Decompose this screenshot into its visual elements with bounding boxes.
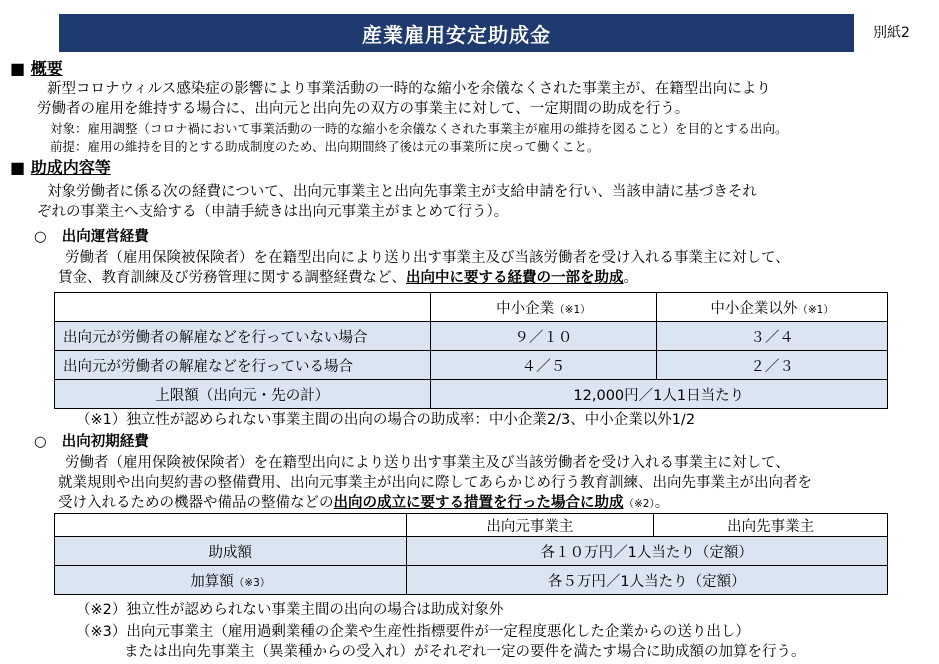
overview-target: 対象：雇用調整（コロナ禍において事業活動の一時的な縮小を余儀なくされた事業主が雇用の維持を図ること）を目的とする出向。 xyxy=(50,121,788,136)
table-header-blank xyxy=(55,514,407,537)
table-cell-sme: ４／５ xyxy=(430,351,657,380)
cap-label: 上限額（出向元・先の計） xyxy=(55,380,431,409)
initial-table-header xyxy=(55,514,888,537)
square-bullet-icon: ■ xyxy=(10,158,26,177)
table-header-destination: 出向先事業主 xyxy=(654,514,888,537)
cap-value: 12,000円／1人1日当たり xyxy=(430,380,887,409)
operating-line-2 xyxy=(58,266,638,287)
operating-line-2-end: 。 xyxy=(623,270,638,286)
square-bullet-icon: ■ xyxy=(10,59,26,78)
content-heading xyxy=(10,155,111,178)
operating-table xyxy=(54,292,888,409)
table-row xyxy=(55,322,888,351)
operating-note: （※1）独立性が認められない事業主間の出向の場合の助成率：中小企業2/3、中小企業以外1/2 xyxy=(76,412,696,428)
table-cell-sme: ９／１０ xyxy=(430,322,657,351)
operating-heading xyxy=(34,225,149,246)
overview-line-2: 労働者の雇用を維持する場合に、出向元と出向先の双方の事業主に対して、一定期間の助成を行う。 xyxy=(37,101,690,117)
table-header-non-sme: 中小企業以外（※1） xyxy=(657,293,888,322)
initial-heading-text: 出向初期経費 xyxy=(61,434,149,450)
circle-bullet-icon: ○ xyxy=(34,434,47,450)
initial-line-3-text: 受け入れるための機器や備品の整備などの xyxy=(58,495,334,511)
attachment-label: 別紙2 xyxy=(873,25,910,41)
overview-premise: 前提：雇用の維持を目的とする助成制度のため、出向期間終了後は元の事業所に戻って働くこと。 xyxy=(50,139,600,154)
table-row xyxy=(55,380,888,409)
content-line-1: 対象労働者に係る次の経費について、出向元事業主と出向先事業主が支給申請を行い、当該申請に基づきそれ xyxy=(47,184,757,200)
add-label: 加算額（※3） xyxy=(55,566,407,595)
overview-line-1: 新型コロナウィルス感染症の影響により事業活動の一時的な縮小を余儀なくされた事業主が、在籍型出向により xyxy=(47,81,771,97)
initial-table xyxy=(54,513,888,595)
table-cell-non-sme: ２／３ xyxy=(657,351,888,380)
table-row xyxy=(55,566,888,595)
content-heading-text: 助成内容等 xyxy=(30,158,111,177)
initial-emphasis: 出向の成立に要する措置を行った場合に助成 xyxy=(333,495,624,511)
operating-emphasis: 出向中に要する経費の一部を助成 xyxy=(406,270,624,286)
add-value: 各５万円／1人当たり（定額） xyxy=(406,566,887,595)
initial-line-1: 労働者（雇用保険被保険者）を在籍型出向により送り出す事業主及び当該労働者を受け入れる事業主に対して、 xyxy=(65,455,790,471)
initial-line-3 xyxy=(58,491,669,512)
table-header-blank xyxy=(55,293,431,322)
operating-line-2-text: 賃金、教育訓練及び労務管理に関する調整経費など、 xyxy=(58,270,406,286)
table-row-label: 出向元が労働者の解雇などを行っていない場合 xyxy=(55,322,431,351)
table-row xyxy=(55,537,888,566)
initial-note-3-line-2: または出向先事業主（異業種からの受入れ）がそれぞれ一定の要件を満たす場合に助成額の加算を行う。 xyxy=(124,644,806,660)
table-header-sme: 中小企業（※1） xyxy=(430,293,657,322)
grant-value: 各１０万円／1人当たり（定額） xyxy=(406,537,887,566)
grant-label: 助成額 xyxy=(55,537,407,566)
operating-table-header xyxy=(55,293,888,322)
table-row-label: 出向元が労働者の解雇などを行っている場合 xyxy=(55,351,431,380)
operating-line-1: 労働者（雇用保険被保険者）を在籍型出向により送り出す事業主及び当該労働者を受け入れる事業主に対して、 xyxy=(65,250,790,266)
overview-heading-text: 概要 xyxy=(30,59,63,78)
table-cell-non-sme: ３／４ xyxy=(657,322,888,351)
initial-heading xyxy=(34,430,149,451)
table-header-source: 出向元事業主 xyxy=(406,514,654,537)
overview-heading xyxy=(10,56,63,79)
page-title: 産業雇用安定助成金 xyxy=(59,14,854,52)
initial-line-3-end: 。 xyxy=(654,495,670,511)
initial-line-2: 就業規則や出向契約書の整備費用、出向元事業主が出向に際してあらかじめ行う教育訓練、出向先事業主が出向者を xyxy=(58,475,812,491)
operating-heading-text: 出向運営経費 xyxy=(61,229,149,245)
initial-note-ref: （※2） xyxy=(623,498,655,510)
circle-bullet-icon: ○ xyxy=(34,229,47,245)
content-line-2: ぞれの事業主へ支給する（申請手続きは出向元事業主がまとめて行う）。 xyxy=(37,204,509,220)
table-row xyxy=(55,351,888,380)
initial-note-2: （※2）独立性が認められない事業主間の出向の場合は助成対象外 xyxy=(76,602,504,618)
initial-note-3-line-1: （※3）出向元事業主（雇用過剰業種の企業や生産性指標要件が一定程度悪化した企業からの送り出し） xyxy=(76,624,750,640)
